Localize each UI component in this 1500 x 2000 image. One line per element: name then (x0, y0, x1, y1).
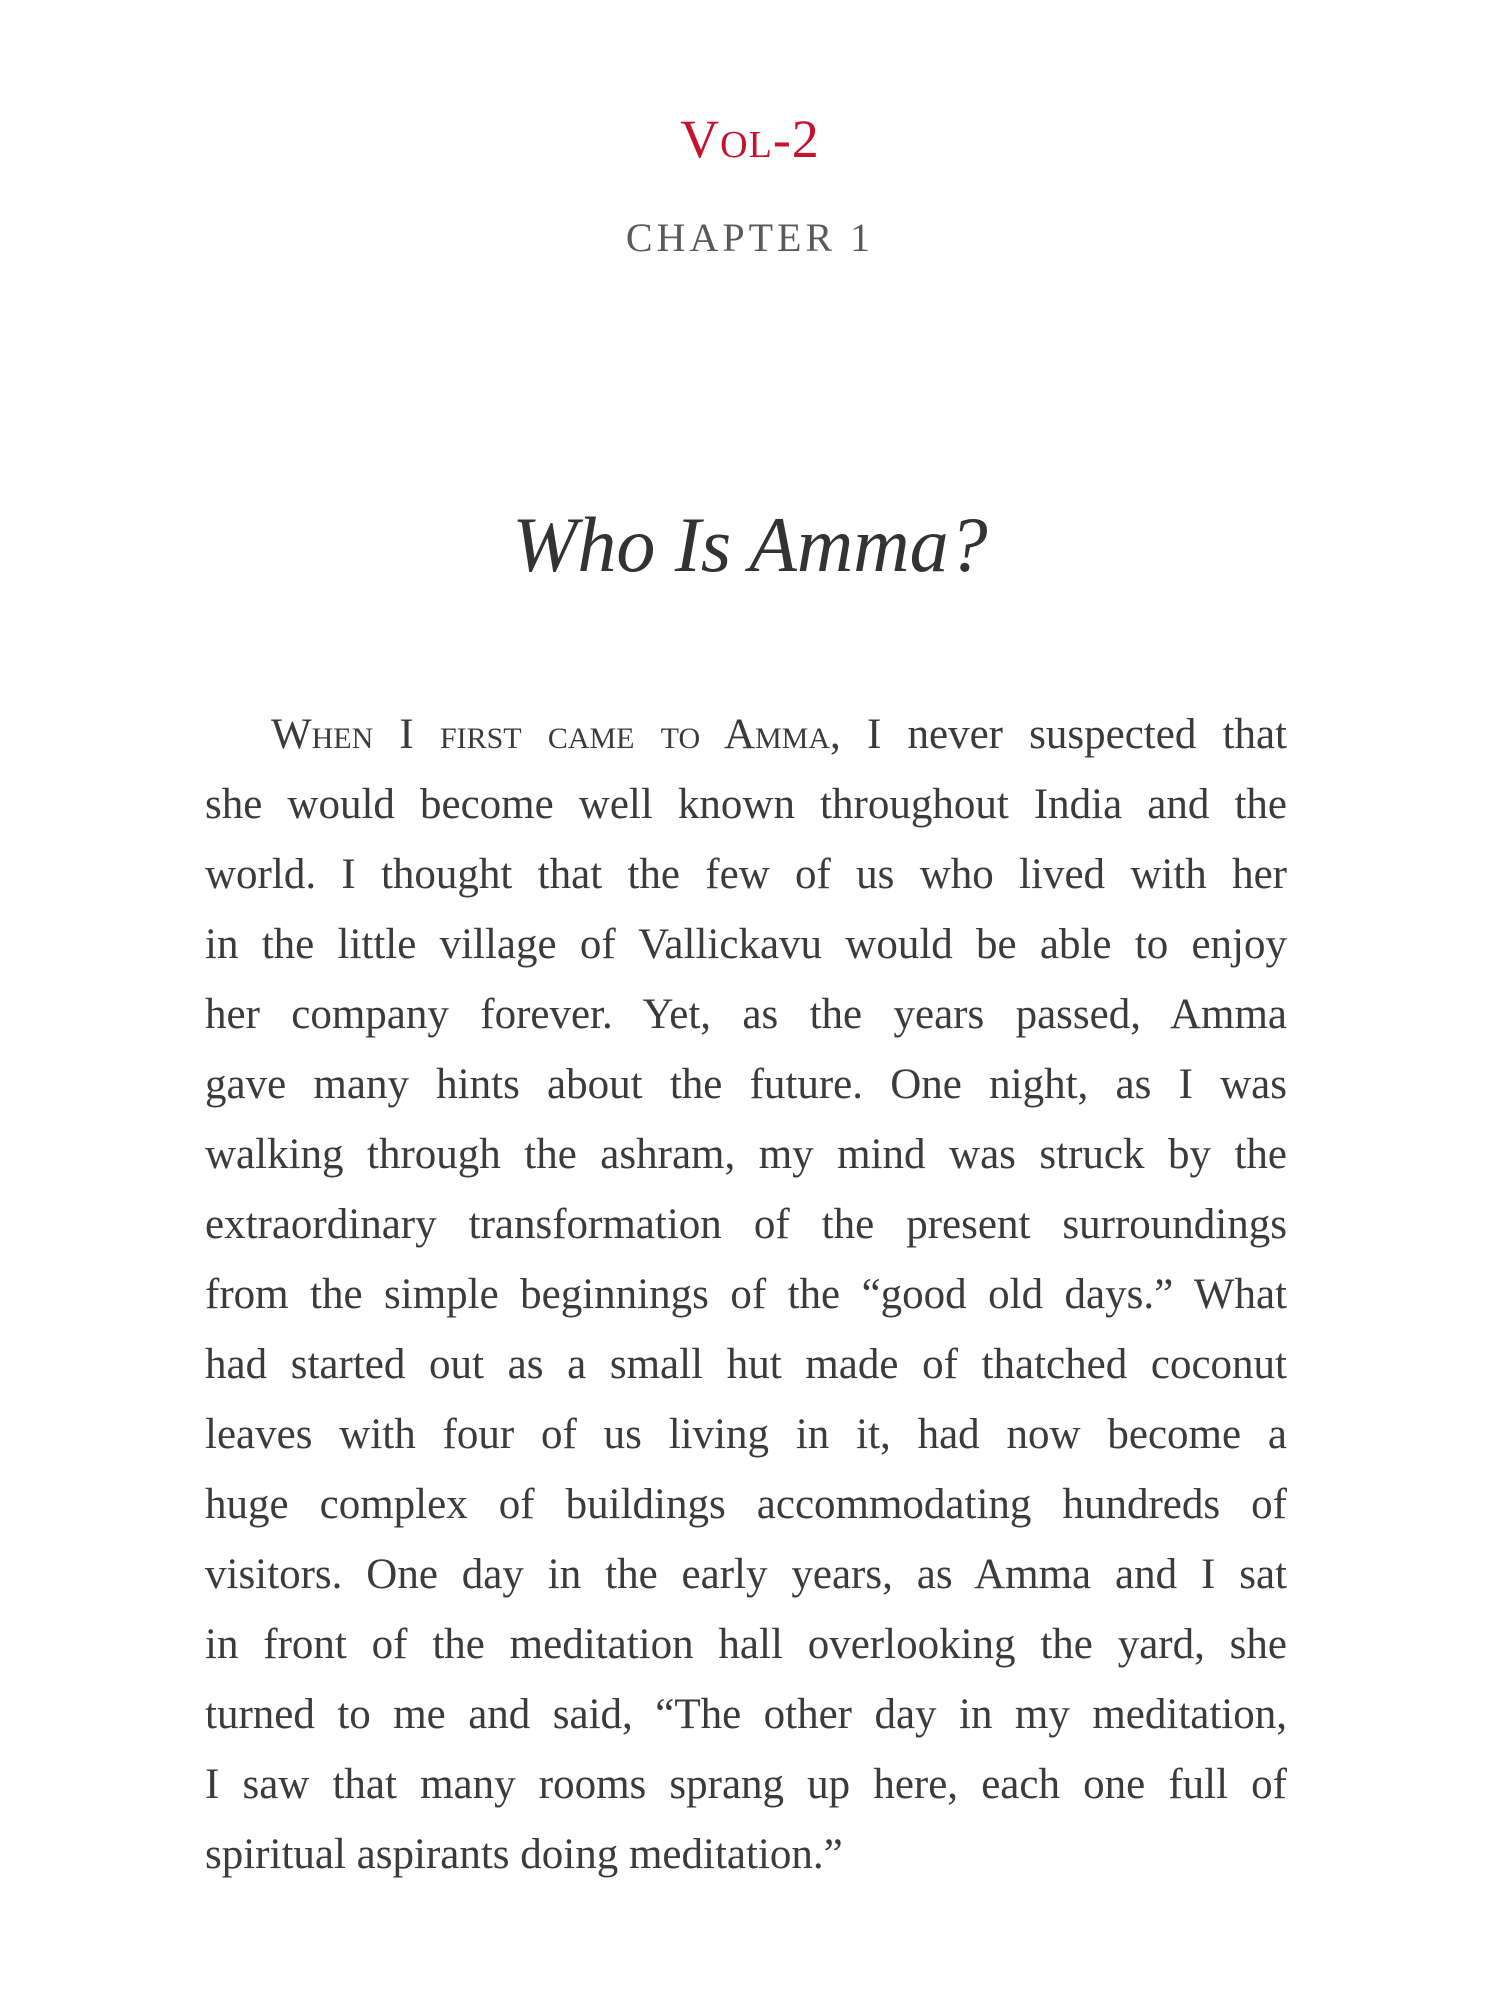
volume-heading: Vol-2 (680, 109, 820, 169)
chapter-number: CHAPTER 1 (625, 215, 875, 260)
text-line: in the little village of Vallickavu would be able to enjoy (205, 921, 1287, 968)
text-line: in front of the meditation hall overlooking the yard, she (205, 1621, 1287, 1668)
text-line: huge complex of buildings accommodating hundreds of (205, 1481, 1287, 1528)
text-line: walking through the ashram, my mind was struck by the (205, 1131, 1287, 1178)
text-line: visitors. One day in the early years, as Amma and I sat (205, 1551, 1287, 1598)
chapter-title: Who Is Amma? (512, 501, 988, 588)
text-line: leaves with four of us living in it, had now become a (205, 1411, 1287, 1458)
text-line: her company forever. Yet, as the years passed, Amma (205, 991, 1287, 1038)
text-line: from the simple beginnings of the “good old days.” What (205, 1271, 1287, 1318)
text-line: turned to me and said, “The other day in my meditation, (205, 1691, 1287, 1738)
text-line: extraordinary transformation of the present surroundings (205, 1201, 1287, 1248)
text-line: gave many hints about the future. One night, as I was (205, 1061, 1287, 1108)
text-line-rest: I never suspected that (840, 711, 1287, 758)
text-line (205, 700, 1287, 770)
text-line: spiritual aspirants doing meditation.” (205, 1831, 843, 1878)
text-line: had started out as a small hut made of thatched coconut (205, 1341, 1287, 1388)
body-paragraph (205, 700, 1287, 1890)
text-line: world. I thought that the few of us who lived with her (205, 851, 1287, 898)
text-line: I saw that many rooms sprang up here, each one full of (205, 1761, 1287, 1808)
opening-small-caps: When I first came to Amma, (271, 711, 841, 758)
text-line: she would become well known throughout India and the (205, 781, 1287, 828)
